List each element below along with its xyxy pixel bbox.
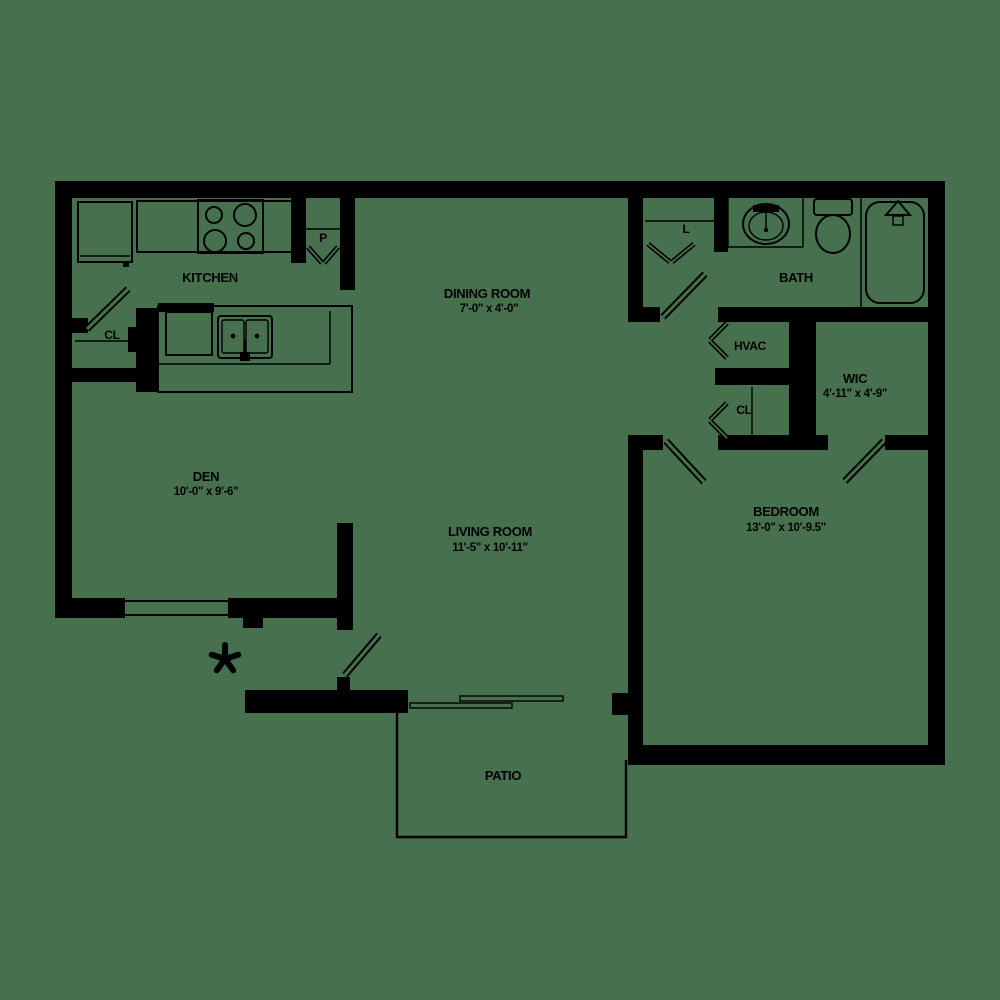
wall-pantry-right — [340, 198, 355, 290]
entry-marker-asterisk — [212, 645, 239, 670]
wall-bedroom-bottom — [628, 745, 945, 765]
den-label: DEN — [192, 469, 220, 484]
entry-closet-label: CL — [104, 328, 120, 342]
wall-top — [55, 181, 945, 198]
wall-den-bottom-left — [55, 598, 125, 618]
hall-closet-label: CL — [736, 403, 752, 417]
wall-bath-door-jamb — [628, 307, 660, 322]
sliding-glass-door — [410, 696, 563, 708]
closet-shelf-lines — [75, 221, 752, 437]
kitchen-label: KITCHEN — [182, 270, 238, 285]
wall-den-bottom-right — [228, 598, 353, 618]
wall-den-step — [243, 618, 263, 628]
range-cooktop — [198, 200, 263, 253]
double-sink — [218, 316, 272, 361]
living-room-label: LIVING ROOM — [447, 524, 533, 539]
wic-door — [845, 441, 884, 481]
den-dims: 10'-0" x 9'-6" — [173, 486, 239, 498]
hvac-bifold-door — [710, 323, 727, 358]
dining-room-dims: 7'-0" x 4'-0" — [459, 303, 519, 315]
linen-bifold-door — [648, 244, 694, 262]
kitchen-island — [158, 306, 352, 392]
wic-label: WIC — [842, 371, 868, 386]
dishwasher — [166, 312, 212, 355]
wall-entry-exterior — [245, 690, 408, 713]
pantry-label: P — [319, 231, 327, 245]
front-entry-door — [345, 635, 379, 675]
living-room-dims: 11'-5" x 10'-11" — [452, 542, 528, 554]
wic-dims: 4'-11" x 4'-9" — [823, 388, 887, 400]
kitchen-counter — [137, 201, 293, 252]
wall-linen-jamb — [714, 198, 728, 252]
entry-closet-door — [87, 289, 128, 329]
bath-label: BATH — [779, 270, 813, 285]
toilet — [814, 199, 852, 253]
bath-door — [663, 274, 705, 317]
bathtub — [861, 198, 924, 307]
wall-hvac-closet-divider — [715, 368, 793, 385]
island-stub — [128, 327, 137, 352]
wall-bath-bottom — [718, 307, 940, 322]
island-bar-top — [158, 303, 214, 312]
den-window — [125, 601, 228, 615]
bedroom-door — [666, 441, 704, 482]
dining-room-label: DINING ROOM — [443, 286, 531, 301]
bedroom-dims: 13'-0" x 10'-9.5" — [746, 522, 826, 534]
patio-label: PATIO — [484, 768, 522, 783]
wall-bedroom-top-c — [885, 435, 945, 450]
wall-right — [928, 181, 945, 765]
hall-closet-bifold-door — [710, 403, 727, 438]
patio-door-jamb — [612, 693, 630, 715]
pantry-bifold-door — [308, 247, 338, 263]
walls — [55, 181, 945, 765]
bedroom-label: BEDROOM — [753, 504, 819, 519]
hvac-label: HVAC — [734, 339, 766, 353]
vanity-sink — [743, 204, 789, 244]
wall-wic-left — [789, 322, 816, 437]
wall-den-partial — [337, 523, 353, 630]
refrigerator — [78, 202, 132, 267]
island-end-cap — [136, 308, 158, 392]
wall-bedroom-left — [628, 435, 643, 765]
linen-closet-label: L — [682, 222, 690, 236]
wall-bedroom-top-b — [718, 435, 828, 450]
wall-left — [55, 198, 72, 618]
wall-dining-hall — [628, 198, 643, 322]
entry-door-jamb — [337, 677, 350, 691]
